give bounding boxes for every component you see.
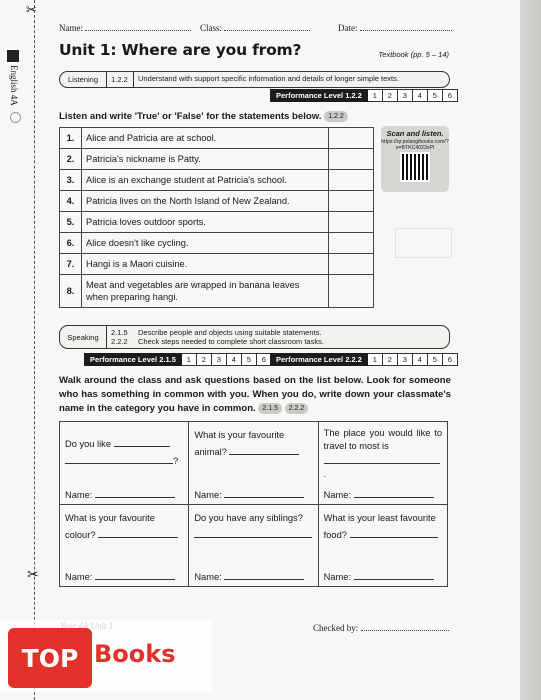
header-date: [338, 22, 452, 33]
blank-line[interactable]: [194, 527, 312, 538]
answer-cell[interactable]: [329, 275, 374, 308]
blank-line[interactable]: [98, 527, 178, 538]
performance-level-2-1-5: [84, 353, 272, 366]
table-row: [60, 233, 374, 254]
performance-level-2-2-2: [270, 353, 458, 366]
skill-code-badge: 1.2.2: [324, 111, 348, 122]
standard-code: 2.1.5: [111, 328, 128, 337]
level-box[interactable]: 4: [413, 353, 428, 366]
side-label-text: English 4A: [9, 65, 19, 106]
standard-codes: [111, 328, 128, 346]
answer-cell[interactable]: [329, 212, 374, 233]
blank-line[interactable]: [65, 453, 173, 464]
name-line: [324, 487, 434, 500]
cell-question: [324, 510, 442, 544]
bleed-through: [395, 228, 452, 258]
page-title: Unit 1: Where are you from?: [59, 41, 302, 59]
checked-label: Checked by:: [313, 623, 359, 633]
books-logo-text: Books: [94, 640, 176, 668]
question-text: What is your favourite: [194, 430, 285, 440]
level-box[interactable]: 4: [413, 89, 428, 102]
answer-cell[interactable]: [329, 191, 374, 212]
row-number: 3.: [60, 170, 82, 191]
question-text: animal?: [194, 447, 227, 457]
grid-cell[interactable]: [189, 422, 318, 505]
performance-level-1-2-2: [270, 89, 458, 102]
name-blank[interactable]: [95, 569, 175, 580]
level-box[interactable]: 1: [182, 353, 197, 366]
speaking-standard: [59, 325, 450, 349]
name-label: Name:: [323, 490, 352, 500]
table-row: [60, 254, 374, 275]
name-line: [65, 487, 175, 500]
header-name: [59, 22, 191, 33]
answer-cell[interactable]: [329, 233, 374, 254]
blank-line[interactable]: [229, 444, 299, 455]
question-text: What is your least favourite: [323, 513, 436, 523]
name-line: [65, 569, 175, 582]
name-label: Name:: [65, 490, 93, 500]
statement-text: Meat and vegetables are wrapped in banana leaves when preparing hangi.: [82, 275, 329, 308]
top-logo: TOP: [8, 628, 92, 688]
level-box[interactable]: 3: [398, 353, 413, 366]
name-blank[interactable]: [224, 487, 304, 498]
statement-text: Patricia lives on the North Island of New Zealand.: [82, 191, 329, 212]
section1-instruction: [59, 110, 348, 124]
table-row: [60, 191, 374, 212]
level-box[interactable]: 2: [197, 353, 212, 366]
table-row: [60, 212, 374, 233]
name-line: [194, 487, 304, 500]
level-box[interactable]: 5: [428, 353, 443, 366]
grid-cell[interactable]: [189, 505, 318, 587]
cell-question: [194, 510, 312, 544]
name-blank[interactable]: [354, 569, 434, 580]
level-box[interactable]: 5: [242, 353, 257, 366]
answer-cell[interactable]: [329, 170, 374, 191]
level-box[interactable]: 3: [212, 353, 227, 366]
question-text: What is your favourite: [65, 513, 155, 523]
table-row: [60, 275, 374, 308]
table-row: [60, 128, 374, 149]
name-label: Name:: [323, 572, 352, 582]
textbook-reference: Textbook (pp. 5 – 14): [378, 50, 449, 59]
row-number: 2.: [60, 149, 82, 170]
name-label: Name:: [65, 572, 93, 582]
class-label: Class:: [200, 23, 223, 33]
find-someone-grid: [59, 421, 448, 587]
name-blank[interactable]: [95, 487, 175, 498]
true-false-table: [59, 127, 374, 308]
statement-text: Patricia loves outdoor sports.: [82, 212, 329, 233]
standard-code: 1.2.2: [106, 72, 134, 87]
name-field[interactable]: [85, 22, 191, 31]
table-row: [60, 149, 374, 170]
grid-row: [60, 422, 448, 505]
statement-text: Alice is an exchange student at Patricia's school.: [82, 170, 329, 191]
instruction-text: Listen and write 'True' or 'False' for the statements below.: [59, 111, 322, 122]
grid-cell[interactable]: [60, 422, 189, 505]
row-number: 5.: [60, 212, 82, 233]
name-label: Name:: [59, 23, 83, 33]
publisher-logo-icon: [7, 50, 19, 62]
level-box[interactable]: 6: [443, 353, 458, 366]
cell-question: [65, 436, 183, 470]
row-number: 4.: [60, 191, 82, 212]
blank-line[interactable]: [114, 436, 170, 447]
row-number: 6.: [60, 233, 82, 254]
level-box[interactable]: 6: [257, 353, 272, 366]
performance-level-label: Performance Level 1.2.2: [270, 89, 368, 102]
section2-instruction: [59, 374, 451, 416]
name-line: [324, 569, 434, 582]
name-label: Name:: [194, 572, 222, 582]
question-text: Do you like: [65, 439, 111, 449]
standard-code: 2.2.2: [111, 337, 128, 346]
checked-blank[interactable]: [361, 620, 449, 631]
checked-by: [313, 620, 449, 633]
cell-question: The place you would like to travel to most is .: [323, 428, 442, 479]
cell-question: [65, 510, 183, 544]
scissors-icon: ✂: [27, 566, 39, 582]
level-box[interactable]: 2: [383, 353, 398, 366]
level-box[interactable]: 2: [383, 89, 398, 102]
statement-text: Hangi is a Maori cuisine.: [82, 254, 329, 275]
standard-text: Check steps needed to complete short classroom tasks.: [138, 337, 324, 346]
answer-cell[interactable]: [329, 254, 374, 275]
grid-cell[interactable]: [318, 505, 447, 587]
question-text: The place you would like to travel to most is: [323, 428, 442, 451]
skill-code-badge: 2.2.2: [285, 403, 309, 414]
question-mark: ?: [173, 456, 179, 466]
answer-cell[interactable]: [329, 149, 374, 170]
scan-and-listen-box: [381, 126, 449, 192]
question-text: Do you have any siblings?: [194, 513, 303, 523]
date-field[interactable]: [360, 22, 452, 31]
level-box[interactable]: 1: [368, 89, 383, 102]
listening-standard: [59, 71, 450, 88]
statement-text: Patricia's nickname is Patty.: [82, 149, 329, 170]
row-number: 8.: [60, 275, 82, 308]
performance-level-label: Performance Level 2.2.2: [270, 353, 368, 366]
qr-code-icon[interactable]: [402, 154, 428, 180]
circle-icon: [10, 112, 21, 123]
question-text: food?: [323, 530, 347, 540]
performance-level-label: Performance Level 2.1.5: [84, 353, 182, 366]
blank-line[interactable]: [350, 527, 438, 538]
cell-question: [194, 427, 312, 461]
question-text: colour?: [65, 530, 96, 540]
row-number: 7.: [60, 254, 82, 275]
instruction-text: Walk around the class and ask questions based on the list below. Look for someone who has something in common with you. When you do, write down your classmate's name in the category you have in common.: [59, 375, 451, 414]
name-line: [194, 569, 304, 582]
answer-cell[interactable]: [329, 128, 374, 149]
date-label: Date:: [338, 23, 358, 33]
grid-row: [60, 505, 448, 587]
statement-text: Alice doesn't like cycling.: [82, 233, 329, 254]
standard-text: Understand with support specific information and details of longer simple texts.: [138, 74, 399, 83]
skill-code-badge: 2.1.5: [258, 403, 282, 414]
standard-text: Describe people and objects using suitable statements.: [138, 328, 322, 337]
level-box[interactable]: 4: [227, 353, 242, 366]
class-field[interactable]: [224, 22, 310, 31]
page-edge: [520, 0, 541, 700]
cut-line: [34, 0, 35, 700]
standard-texts: [138, 328, 324, 346]
level-box[interactable]: 3: [398, 89, 413, 102]
grid-cell[interactable]: [60, 505, 189, 587]
row-number: 1.: [60, 128, 82, 149]
skill-label: Speaking: [60, 326, 107, 348]
side-label: [4, 50, 22, 123]
scan-title: Scan and listen.: [386, 129, 444, 138]
skill-label: Listening: [60, 72, 107, 87]
table-row: [60, 170, 374, 191]
name-blank[interactable]: [224, 569, 304, 580]
statement-text: Alice and Patricia are at school.: [82, 128, 329, 149]
header-class: [200, 22, 310, 33]
level-box[interactable]: 1: [368, 353, 383, 366]
qr-url[interactable]: https://qr.pelangibooks.com/?u=BTKC4023sPI: [381, 139, 449, 151]
name-blank[interactable]: [354, 487, 434, 498]
level-box[interactable]: 5: [428, 89, 443, 102]
scissors-icon: ✂: [26, 2, 37, 17]
blank-line[interactable]: [324, 453, 440, 464]
level-box[interactable]: 6: [443, 89, 458, 102]
name-label: Name:: [194, 490, 222, 500]
grid-cell[interactable]: [318, 422, 447, 505]
